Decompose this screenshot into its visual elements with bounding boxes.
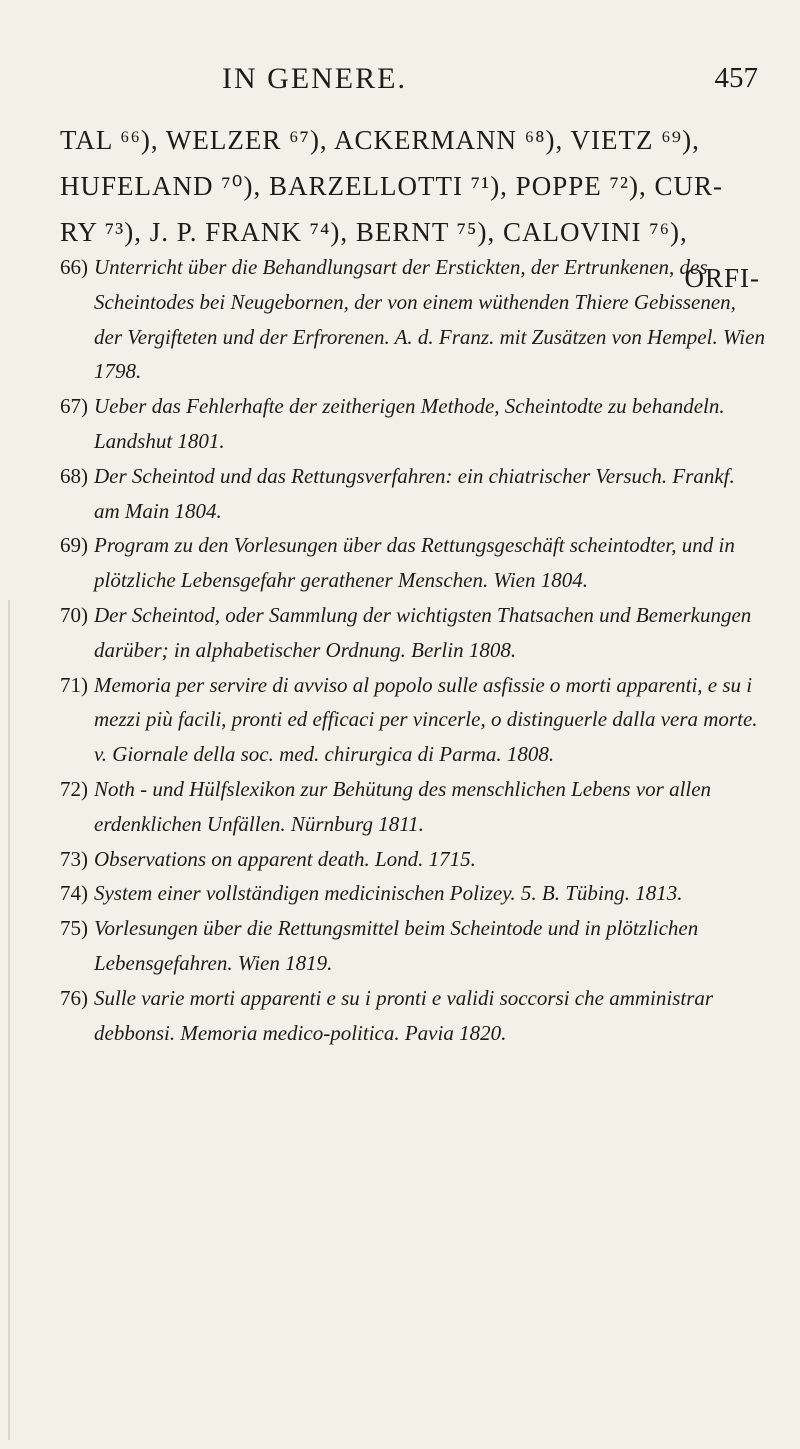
footnote-number: 68) <box>60 463 88 488</box>
footnote-number: 66) <box>60 255 88 279</box>
footnote-text: Memoria per servire di avviso al popolo sulle asfissie o morti apparenti, e su i mezzi più facili, pronti ed efficaci per vincerle, o distinguerle dalla vera morte. v. Giornale della soc. med. chirurgica di Parma. 1808. <box>94 672 758 767</box>
footnote-text: Ueber das Fehlerhafte der zeitherigen Methode, Scheintodte zu behandeln. Landshut 1801. <box>94 394 725 453</box>
footnote-number: 71) <box>60 672 88 697</box>
footnote-number: 74) <box>60 881 88 906</box>
footnote <box>60 459 765 529</box>
footnote <box>60 981 765 1051</box>
footnote <box>60 911 765 981</box>
footnote-text: Vorlesungen über die Rettungsmittel beim Scheintode und in plötzlichen Lebensgefahren. Wien 1819. <box>94 916 699 975</box>
footnote-number: 75) <box>60 916 88 941</box>
footnote <box>60 528 765 598</box>
footnote-number: 72) <box>60 776 88 801</box>
footnote-number: 67) <box>60 394 88 419</box>
author-line: HUFELAND ⁷⁰), BARZELLOTTI ⁷¹), POPPE ⁷²), CUR- <box>60 171 723 201</box>
footnote <box>60 876 765 911</box>
footnote-text: System einer vollständigen medicinischen Polizey. 5. B. Tübing. 1813. <box>94 881 683 906</box>
footnote-number: 73) <box>60 846 88 871</box>
author-line: TAL ⁶⁶), WELZER ⁶⁷), ACKERMANN ⁶⁸), VIETZ ⁶⁹), <box>60 125 700 155</box>
footnote <box>60 389 765 459</box>
footnote <box>60 668 765 772</box>
footnotes <box>60 250 765 1050</box>
page-edge-shadow <box>8 600 10 1440</box>
footnote-number: 76) <box>60 985 88 1010</box>
footnote-text: Unterricht über die Behandlungsart der Erstickten, der Ertrunkenen, des Scheintodes bei Neugebornen, der von einem wüthenden Thiere Gebissenen, der Vergifteten und der Erfrorenen. A. d. Franz. mit Zusätzen von Hempel. Wien 1798. <box>94 255 765 384</box>
footnote-text: Program zu den Vorlesungen über das Rettungsgeschäft scheintodter, und in plötzliche Lebensgefahr gerathener Menschen. Wien 1804. <box>94 533 735 593</box>
footnote <box>60 250 765 389</box>
page-number: 457 <box>714 62 758 94</box>
footnote <box>60 842 765 877</box>
running-head: IN GENERE. <box>222 62 407 95</box>
footnote-text: Der Scheintod, oder Sammlung der wichtigsten Thatsachen und Bemerkungen darüber; in alphabetischer Ordnung. Berlin 1808. <box>94 602 752 662</box>
footnote-text: Der Scheintod und das Rettungsverfahren: ein chiatrischer Versuch. Frankf. am Main 1804. <box>94 463 735 523</box>
page-header <box>0 62 800 102</box>
footnote-text: Sulle varie morti apparenti e su i pronti e validi soccorsi che amministrar debbonsi. Memoria medico-politica. Pavia 1820. <box>94 985 714 1045</box>
footnote-text: Noth - und Hülfslexikon zur Behütung des menschlichen Lebens vor allen erdenklichen Unfällen. Nürnburg 1811. <box>94 776 712 836</box>
footnote-number: 70) <box>60 602 88 627</box>
author-line: RY ⁷³), J. P. FRANK ⁷⁴), BERNT ⁷⁵), CALOVINI ⁷⁶), <box>60 217 688 247</box>
footnote-number: 69) <box>60 533 88 558</box>
footnote-text: Observations on apparent death. Lond. 1715. <box>94 846 476 871</box>
author-line: ORFI- <box>684 263 760 293</box>
footnote <box>60 772 765 842</box>
footnote <box>60 598 765 668</box>
